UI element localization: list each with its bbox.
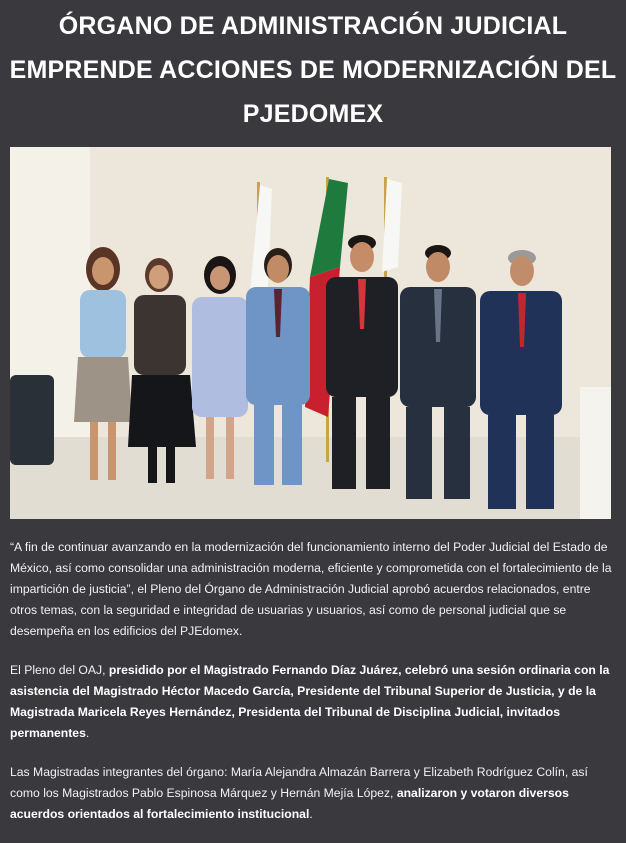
headline-line-1: ÓRGANO DE ADMINISTRACIÓN JUDICIAL <box>58 12 568 40</box>
article-paragraph-2 <box>10 660 616 744</box>
photo-table <box>580 387 611 519</box>
paragraph-3-intro: Las Magistradas integrantes del órgano: María Alejandra Almazán Barrera y Elizabeth Rodríguez Colín, así como los Magistrados Pablo Espinosa Márquez y Hernán Mejía López, <box>10 765 588 800</box>
photo-sofa <box>10 375 54 465</box>
article-body <box>10 537 616 843</box>
photo-floor <box>10 437 611 519</box>
article-paragraph-3 <box>10 762 616 825</box>
paragraph-3-bold: analizaron y votaron diversos acuerdos orientados al fortalecimiento institucional <box>10 786 569 821</box>
group-photo <box>10 147 611 519</box>
paragraph-2-intro: El Pleno del OAJ, <box>10 663 109 677</box>
paragraph-2-end: . <box>85 726 90 740</box>
headline <box>0 4 626 136</box>
group-photo-illustration <box>10 147 611 519</box>
headline-line-2: EMPRENDE ACCIONES DE MODERNIZACIÓN DEL <box>9 56 617 84</box>
paragraph-2-bold: presidido por el Magistrado Fernando Díaz Juárez, celebró una sesión ordinaria con la asistencia del Magistrado Héctor Macedo García, Presidente del Tribunal Superior de Justicia, y de la Magistrada Maricela Reyes Hernández, Presidenta del Tribunal de Disciplina Judicial, invitados permanentes <box>10 663 610 740</box>
headline-line-3: PJEDOMEX <box>242 100 384 128</box>
article-paragraph-1: “A fin de continuar avanzando en la modernización del funcionamiento interno del Poder Judicial del Estado de México, así como consolidar una administración moderna, eficiente y comprometida con el fortalecimiento de la impartición de justicia”, el Pleno del Órgano de Administración Judicial aprobó acuerdos relacionados, entre otros temas, con la seguridad e integridad de usuarias y usuarios, así como de personal judicial que se desempeña en los edificios del PJEdomex. <box>10 540 612 638</box>
paragraph-3-end: . <box>309 807 313 821</box>
